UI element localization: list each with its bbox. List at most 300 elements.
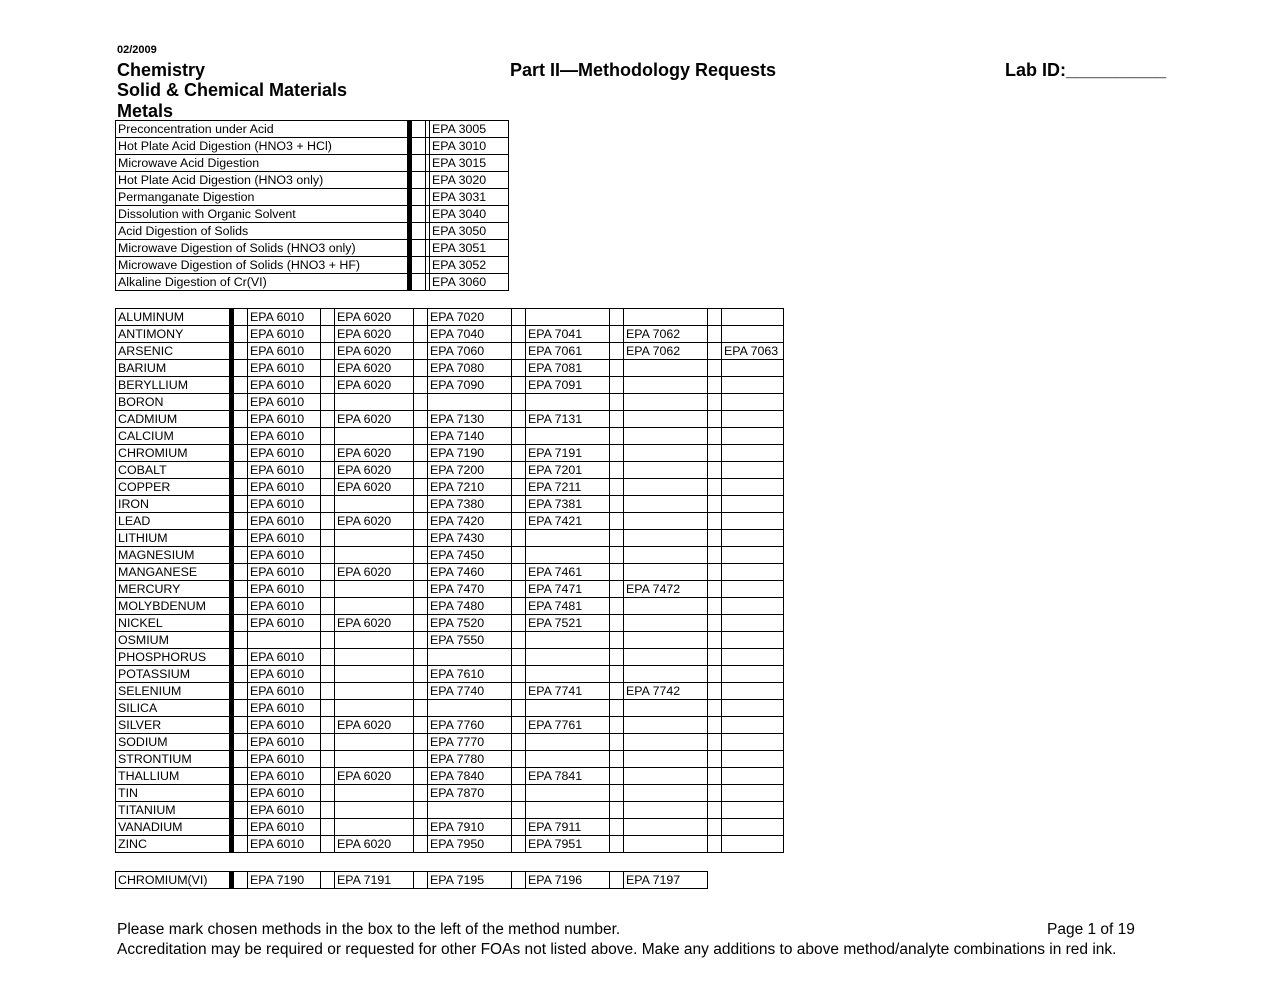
checkbox[interactable]	[610, 411, 624, 428]
checkbox[interactable]	[234, 394, 248, 411]
checkbox[interactable]	[234, 734, 248, 751]
analyte-name: VANADIUM	[116, 819, 230, 836]
method-number: EPA 6020	[335, 309, 414, 326]
method-number: EPA 6010	[248, 462, 321, 479]
checkbox[interactable]	[412, 138, 426, 155]
checkbox[interactable]	[414, 700, 428, 717]
checkbox[interactable]	[234, 309, 248, 326]
checkbox[interactable]	[708, 717, 722, 734]
checkbox[interactable]	[414, 598, 428, 615]
checkbox[interactable]	[708, 530, 722, 547]
checkbox[interactable]	[414, 496, 428, 513]
checkbox[interactable]	[234, 615, 248, 632]
checkbox[interactable]	[512, 751, 526, 768]
checkbox[interactable]	[414, 768, 428, 785]
checkbox[interactable]	[512, 530, 526, 547]
checkbox[interactable]	[234, 513, 248, 530]
checkbox[interactable]	[708, 326, 722, 343]
form-date: 02/2009	[117, 44, 157, 56]
checkbox[interactable]	[708, 751, 722, 768]
metal-row	[116, 819, 784, 836]
analyte-name: BARIUM	[116, 360, 230, 377]
checkbox[interactable]	[414, 326, 428, 343]
analyte-name: CALCIUM	[116, 428, 230, 445]
checkbox[interactable]	[234, 872, 248, 889]
checkbox[interactable]	[414, 872, 428, 889]
checkbox[interactable]	[708, 666, 722, 683]
checkbox[interactable]	[234, 496, 248, 513]
analyte-name: SILVER	[116, 717, 230, 734]
checkbox[interactable]	[414, 479, 428, 496]
method-number	[722, 598, 784, 615]
checkbox[interactable]	[414, 615, 428, 632]
checkbox[interactable]	[412, 223, 426, 240]
method-number: EPA 6010	[248, 513, 321, 530]
checkbox[interactable]	[414, 581, 428, 598]
method-number: EPA 7480	[428, 598, 512, 615]
method-number	[335, 598, 414, 615]
checkbox[interactable]	[610, 530, 624, 547]
checkbox[interactable]	[512, 462, 526, 479]
checkbox[interactable]	[414, 394, 428, 411]
checkbox[interactable]	[708, 547, 722, 564]
checkbox[interactable]	[708, 802, 722, 819]
checkbox[interactable]	[321, 513, 335, 530]
checkbox[interactable]	[234, 479, 248, 496]
checkbox[interactable]	[412, 257, 426, 274]
method-number: EPA 7081	[526, 360, 610, 377]
method-number	[624, 445, 708, 462]
checkbox[interactable]	[610, 564, 624, 581]
checkbox[interactable]	[610, 479, 624, 496]
method-number: EPA 6010	[248, 343, 321, 360]
checkbox[interactable]	[512, 649, 526, 666]
checkbox[interactable]	[512, 326, 526, 343]
checkbox[interactable]	[414, 717, 428, 734]
checkbox[interactable]	[610, 394, 624, 411]
checkbox[interactable]	[708, 836, 722, 853]
method-number: EPA 3010	[430, 138, 509, 155]
checkbox[interactable]	[610, 632, 624, 649]
checkbox[interactable]	[512, 547, 526, 564]
checkbox[interactable]	[610, 649, 624, 666]
checkbox[interactable]	[234, 326, 248, 343]
checkbox[interactable]	[321, 751, 335, 768]
checkbox[interactable]	[512, 768, 526, 785]
method-number	[428, 802, 512, 819]
checkbox[interactable]	[414, 819, 428, 836]
checkbox[interactable]	[708, 615, 722, 632]
checkbox[interactable]	[610, 768, 624, 785]
metal-row	[116, 632, 784, 649]
checkbox[interactable]	[234, 751, 248, 768]
method-number: EPA 3050	[430, 223, 509, 240]
method-number	[624, 513, 708, 530]
method-number	[624, 360, 708, 377]
method-number: EPA 7040	[428, 326, 512, 343]
method-number	[722, 649, 784, 666]
method-number	[722, 751, 784, 768]
checkbox[interactable]	[708, 734, 722, 751]
checkbox[interactable]	[321, 496, 335, 513]
checkbox[interactable]	[321, 666, 335, 683]
checkbox[interactable]	[234, 717, 248, 734]
checkbox[interactable]	[610, 343, 624, 360]
checkbox[interactable]	[708, 683, 722, 700]
checkbox[interactable]	[512, 872, 526, 889]
checkbox[interactable]	[321, 649, 335, 666]
checkbox[interactable]	[708, 598, 722, 615]
checkbox[interactable]	[610, 428, 624, 445]
checkbox[interactable]	[321, 530, 335, 547]
checkbox[interactable]	[708, 445, 722, 462]
checkbox[interactable]	[234, 802, 248, 819]
checkbox[interactable]	[512, 513, 526, 530]
checkbox[interactable]	[414, 411, 428, 428]
method-number: EPA 3031	[430, 189, 509, 206]
checkbox[interactable]	[610, 700, 624, 717]
checkbox[interactable]	[610, 581, 624, 598]
checkbox[interactable]	[234, 360, 248, 377]
checkbox[interactable]	[414, 547, 428, 564]
checkbox[interactable]	[512, 377, 526, 394]
checkbox[interactable]	[708, 581, 722, 598]
method-number	[335, 428, 414, 445]
method-number	[624, 785, 708, 802]
checkbox[interactable]	[412, 121, 426, 138]
checkbox[interactable]	[414, 734, 428, 751]
checkbox[interactable]	[512, 734, 526, 751]
checkbox[interactable]	[414, 666, 428, 683]
checkbox[interactable]	[512, 360, 526, 377]
checkbox[interactable]	[610, 598, 624, 615]
checkbox[interactable]	[234, 462, 248, 479]
checkbox[interactable]	[234, 785, 248, 802]
checkbox[interactable]	[321, 872, 335, 889]
checkbox[interactable]	[512, 785, 526, 802]
method-number	[722, 496, 784, 513]
checkbox[interactable]	[512, 394, 526, 411]
checkbox[interactable]	[610, 683, 624, 700]
method-number: EPA 6010	[248, 496, 321, 513]
checkbox[interactable]	[512, 666, 526, 683]
checkbox[interactable]	[414, 802, 428, 819]
checkbox[interactable]	[512, 717, 526, 734]
checkbox[interactable]	[414, 649, 428, 666]
checkbox[interactable]	[321, 564, 335, 581]
checkbox[interactable]	[234, 530, 248, 547]
checkbox[interactable]	[708, 700, 722, 717]
checkbox[interactable]	[708, 479, 722, 496]
method-number	[624, 411, 708, 428]
checkbox[interactable]	[321, 598, 335, 615]
checkbox[interactable]	[321, 377, 335, 394]
checkbox[interactable]	[234, 836, 248, 853]
method-number	[624, 632, 708, 649]
checkbox[interactable]	[412, 189, 426, 206]
checkbox[interactable]	[708, 649, 722, 666]
method-number: EPA 7091	[526, 377, 610, 394]
method-number	[722, 666, 784, 683]
method-number: EPA 7950	[428, 836, 512, 853]
method-number: EPA 7460	[428, 564, 512, 581]
method-number	[722, 632, 784, 649]
method-number	[624, 394, 708, 411]
checkbox[interactable]	[321, 360, 335, 377]
checkbox[interactable]	[414, 343, 428, 360]
checkbox[interactable]	[234, 649, 248, 666]
checkbox[interactable]	[321, 836, 335, 853]
metal-row	[116, 343, 784, 360]
checkbox[interactable]	[321, 632, 335, 649]
checkbox[interactable]	[321, 309, 335, 326]
checkbox[interactable]	[234, 428, 248, 445]
method-number: EPA 7380	[428, 496, 512, 513]
checkbox[interactable]	[321, 547, 335, 564]
checkbox[interactable]	[321, 479, 335, 496]
analyte-name: IRON	[116, 496, 230, 513]
checkbox[interactable]	[414, 683, 428, 700]
checkbox[interactable]	[414, 564, 428, 581]
checkbox[interactable]	[321, 819, 335, 836]
analyte-name: BERYLLIUM	[116, 377, 230, 394]
checkbox[interactable]	[414, 632, 428, 649]
checkbox[interactable]	[414, 445, 428, 462]
checkbox[interactable]	[414, 785, 428, 802]
checkbox[interactable]	[321, 768, 335, 785]
checkbox[interactable]	[708, 309, 722, 326]
checkbox[interactable]	[412, 155, 426, 172]
method-number	[335, 802, 414, 819]
checkbox[interactable]	[708, 785, 722, 802]
checkbox[interactable]	[512, 411, 526, 428]
checkbox[interactable]	[708, 513, 722, 530]
method-number	[428, 649, 512, 666]
checkbox[interactable]	[412, 172, 426, 189]
analyte-name: TIN	[116, 785, 230, 802]
checkbox[interactable]	[234, 768, 248, 785]
method-number	[335, 649, 414, 666]
checkbox[interactable]	[512, 445, 526, 462]
checkbox[interactable]	[610, 309, 624, 326]
checkbox[interactable]	[414, 309, 428, 326]
checkbox[interactable]	[512, 496, 526, 513]
checkbox[interactable]	[321, 428, 335, 445]
checkbox[interactable]	[708, 411, 722, 428]
metal-row	[116, 309, 784, 326]
checkbox[interactable]	[234, 547, 248, 564]
checkbox[interactable]	[610, 513, 624, 530]
checkbox[interactable]	[512, 615, 526, 632]
checkbox[interactable]	[610, 377, 624, 394]
checkbox[interactable]	[512, 683, 526, 700]
checkbox[interactable]	[610, 872, 624, 889]
metal-row	[116, 717, 784, 734]
metal-row	[116, 462, 784, 479]
checkbox[interactable]	[321, 785, 335, 802]
checkbox[interactable]	[414, 836, 428, 853]
method-number	[428, 700, 512, 717]
method-number	[624, 768, 708, 785]
checkbox[interactable]	[412, 240, 426, 257]
checkbox[interactable]	[708, 632, 722, 649]
checkbox[interactable]	[708, 462, 722, 479]
checkbox[interactable]	[512, 309, 526, 326]
method-number	[722, 309, 784, 326]
checkbox[interactable]	[610, 717, 624, 734]
checkbox[interactable]	[234, 598, 248, 615]
checkbox[interactable]	[610, 734, 624, 751]
method-number	[722, 836, 784, 853]
checkbox[interactable]	[708, 768, 722, 785]
metal-row	[116, 445, 784, 462]
checkbox[interactable]	[234, 445, 248, 462]
checkbox[interactable]	[610, 802, 624, 819]
checkbox[interactable]	[708, 819, 722, 836]
checkbox[interactable]	[512, 700, 526, 717]
checkbox[interactable]	[610, 547, 624, 564]
method-number: EPA 6020	[335, 445, 414, 462]
checkbox[interactable]	[512, 836, 526, 853]
section-title: Metals	[117, 101, 174, 121]
prep-row	[116, 138, 509, 155]
checkbox[interactable]	[321, 343, 335, 360]
checkbox[interactable]	[321, 411, 335, 428]
checkbox[interactable]	[234, 666, 248, 683]
method-number: EPA 7470	[428, 581, 512, 598]
checkbox[interactable]	[321, 802, 335, 819]
method-number: EPA 3060	[430, 274, 509, 291]
prep-name: Microwave Acid Digestion	[116, 155, 408, 172]
method-number	[335, 819, 414, 836]
checkbox[interactable]	[234, 411, 248, 428]
checkbox[interactable]	[414, 377, 428, 394]
method-number: EPA 7770	[428, 734, 512, 751]
checkbox[interactable]	[708, 377, 722, 394]
method-number	[722, 479, 784, 496]
checkbox[interactable]	[234, 581, 248, 598]
checkbox[interactable]	[512, 564, 526, 581]
checkbox[interactable]	[234, 343, 248, 360]
prep-row	[116, 274, 509, 291]
checkbox[interactable]	[610, 496, 624, 513]
prep-row	[116, 206, 509, 223]
analyte-name: COPPER	[116, 479, 230, 496]
checkbox[interactable]	[321, 734, 335, 751]
checkbox[interactable]	[234, 377, 248, 394]
metal-row	[116, 564, 784, 581]
method-number: EPA 7190	[248, 872, 321, 889]
method-number: EPA 7191	[526, 445, 610, 462]
checkbox[interactable]	[321, 394, 335, 411]
method-number	[248, 632, 321, 649]
method-number: EPA 6010	[248, 428, 321, 445]
checkbox[interactable]	[610, 819, 624, 836]
checkbox[interactable]	[512, 343, 526, 360]
checkbox[interactable]	[321, 717, 335, 734]
checkbox[interactable]	[610, 785, 624, 802]
method-number: EPA 7471	[526, 581, 610, 598]
checkbox[interactable]	[234, 683, 248, 700]
metal-row	[116, 530, 784, 547]
method-number: EPA 6010	[248, 564, 321, 581]
checkbox[interactable]	[512, 802, 526, 819]
checkbox[interactable]	[610, 836, 624, 853]
analyte-name: POTASSIUM	[116, 666, 230, 683]
checkbox[interactable]	[708, 564, 722, 581]
checkbox[interactable]	[321, 700, 335, 717]
method-number: EPA 7090	[428, 377, 512, 394]
checkbox[interactable]	[708, 394, 722, 411]
method-number: EPA 6010	[248, 360, 321, 377]
method-number	[722, 768, 784, 785]
checkbox[interactable]	[234, 632, 248, 649]
checkbox[interactable]	[321, 326, 335, 343]
method-number	[335, 666, 414, 683]
lab-id-field[interactable]: Lab ID:__________	[1005, 60, 1167, 80]
checkbox[interactable]	[321, 462, 335, 479]
checkbox[interactable]	[708, 496, 722, 513]
checkbox[interactable]	[234, 700, 248, 717]
checkbox[interactable]	[414, 360, 428, 377]
checkbox[interactable]	[414, 462, 428, 479]
checkbox[interactable]	[610, 462, 624, 479]
method-number: EPA 7450	[428, 547, 512, 564]
checkbox[interactable]	[610, 326, 624, 343]
checkbox[interactable]	[414, 428, 428, 445]
prep-row	[116, 257, 509, 274]
checkbox[interactable]	[708, 428, 722, 445]
method-number	[624, 496, 708, 513]
checkbox[interactable]	[234, 819, 248, 836]
method-number: EPA 7840	[428, 768, 512, 785]
checkbox[interactable]	[610, 615, 624, 632]
checkbox[interactable]	[512, 598, 526, 615]
method-number: EPA 3020	[430, 172, 509, 189]
method-number: EPA 6010	[248, 751, 321, 768]
checkbox[interactable]	[512, 479, 526, 496]
checkbox[interactable]	[512, 819, 526, 836]
checkbox[interactable]	[610, 445, 624, 462]
checkbox[interactable]	[414, 513, 428, 530]
checkbox[interactable]	[414, 530, 428, 547]
checkbox[interactable]	[321, 445, 335, 462]
checkbox[interactable]	[610, 360, 624, 377]
page-subtitle: Solid & Chemical Materials	[117, 80, 348, 100]
checkbox[interactable]	[708, 360, 722, 377]
checkbox[interactable]	[321, 615, 335, 632]
checkbox[interactable]	[414, 751, 428, 768]
method-number	[722, 717, 784, 734]
checkbox[interactable]	[610, 666, 624, 683]
method-number: EPA 6010	[248, 326, 321, 343]
checkbox[interactable]	[512, 581, 526, 598]
checkbox[interactable]	[412, 274, 426, 291]
method-number: EPA 7870	[428, 785, 512, 802]
checkbox[interactable]	[234, 564, 248, 581]
metal-row	[116, 836, 784, 853]
checkbox[interactable]	[512, 632, 526, 649]
checkbox[interactable]	[412, 206, 426, 223]
checkbox[interactable]	[512, 428, 526, 445]
checkbox[interactable]	[610, 751, 624, 768]
checkbox[interactable]	[321, 683, 335, 700]
checkbox[interactable]	[321, 581, 335, 598]
method-number: EPA 6020	[335, 479, 414, 496]
analyte-name: BORON	[116, 394, 230, 411]
method-number	[335, 700, 414, 717]
checkbox[interactable]	[708, 343, 722, 360]
